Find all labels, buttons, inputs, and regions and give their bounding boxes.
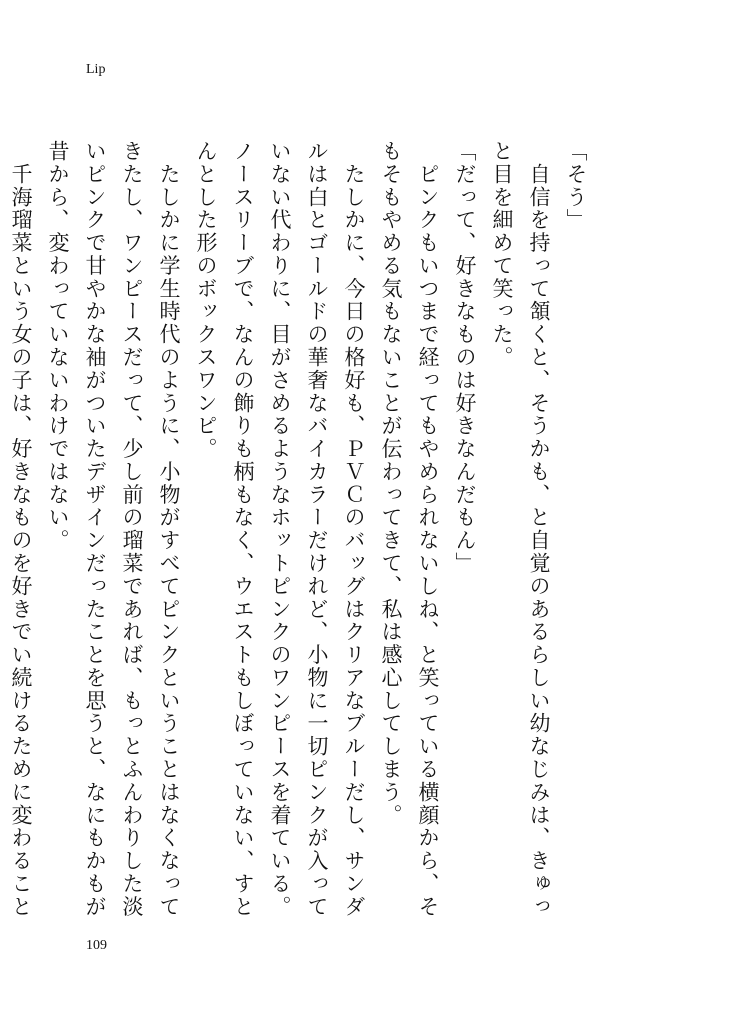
paragraph-2: 自信を持って頷くと、そうかも、と自覚のあるらしい幼なじみは、きゅっと目を細めて笑った。 [490,140,551,919]
paragraph-5: たしかに、今日の格好も、ＰＶＣのバッグはクリアなブルーだし、サンダルは白とゴールドの華奢なバイカラーだけれど、小物に一切ピンクが入っていない代わりに、目がさめるようなホットピンクのワンピースを着ている。ノースリーブで、なんの飾りも柄もなく、ウエストもしぼっていない、すとんとした形のボックスワンピ。 [194,140,366,919]
paragraph-4: ピンクもいつまで経ってもやめられないしね、と笑っている横顔から、そもそもやめる気もないことが伝わってきて、私は感心してしまう。 [379,140,440,919]
body-text [9,140,594,920]
page-number: 109 [86,938,107,953]
paragraph-7: 千海瑠菜という女の子は、好きなものを好きでい続けるために変わること [9,162,33,919]
paragraph-6: たしかに学生時代のように、小物がすべてピンクということはなくなってきたし、ワンピースだって、少し前の瑠菜であれば、もっとふんわりした淡いピンクで甘やかな袖がついたデザインだったことを思うと、なにもかもが昔から、変わっていないわけではない。 [46,140,181,919]
paragraph-3: 「だって、好きなものは好きなんだもん」 [453,140,477,575]
running-head: Lip [86,62,106,77]
paragraph-1: 「そう」 [564,140,588,232]
